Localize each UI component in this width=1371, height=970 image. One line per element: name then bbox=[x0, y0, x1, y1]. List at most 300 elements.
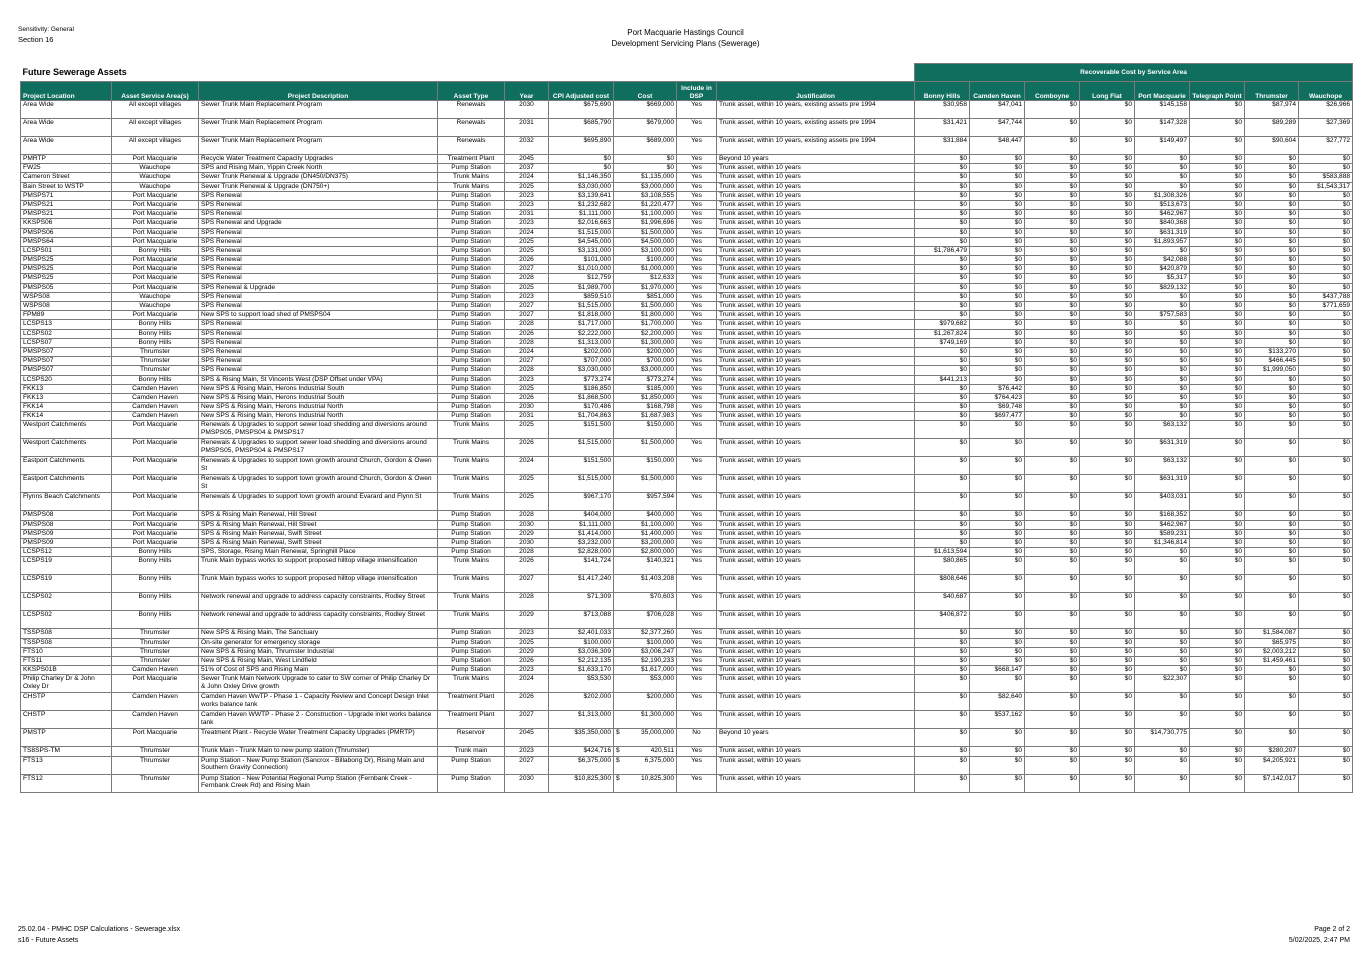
project-location-cell: Eastport Catchments bbox=[21, 457, 112, 475]
telegraph-point-cost-cell: $0 bbox=[1190, 457, 1245, 475]
comboyne-cost-cell: $0 bbox=[1025, 265, 1080, 274]
long-flat-cost-cell: $0 bbox=[1080, 539, 1135, 548]
project-description-cell: SPS Renewal bbox=[199, 292, 438, 301]
thrumster-cost-cell: $0 bbox=[1245, 511, 1299, 520]
long-flat-cost-cell: $0 bbox=[1080, 548, 1135, 557]
table-row bbox=[21, 475, 1353, 493]
service-area-cell: Camden Haven bbox=[112, 666, 199, 675]
port-macquarie-cost-cell: $0 bbox=[1135, 611, 1190, 629]
thrumster-cost-cell: $0 bbox=[1245, 457, 1299, 475]
cost-value: $706,028 bbox=[646, 611, 674, 619]
cpi-adjusted-cost-cell: $2,212,135 bbox=[549, 656, 614, 665]
comboyne-cost-cell: $0 bbox=[1025, 119, 1080, 137]
comboyne-cost-cell: $0 bbox=[1025, 593, 1080, 611]
wauchope-cost-cell: $0 bbox=[1299, 375, 1353, 384]
project-description-cell: Sewer Trunk Renewal & Upgrade (DN450/DN375) bbox=[199, 173, 438, 182]
cost-value: $140,321 bbox=[646, 557, 674, 565]
table-row bbox=[21, 529, 1353, 538]
cpi-adjusted-cost-cell: $1,146,350 bbox=[549, 173, 614, 182]
table-row bbox=[21, 292, 1353, 301]
service-area-cell: Bonny Hills bbox=[112, 611, 199, 629]
cost-value: $12,633 bbox=[650, 274, 674, 282]
cost-cell bbox=[614, 647, 677, 656]
year-cell: 2028 bbox=[505, 274, 549, 283]
cost-value: $1,500,000 bbox=[640, 228, 674, 236]
cpi-adjusted-cost-cell: $0 bbox=[549, 164, 614, 173]
thrumster-cost-cell: $0 bbox=[1245, 274, 1299, 283]
cost-value: $168,798 bbox=[646, 403, 674, 411]
project-description-cell: Sewer Trunk Main Replacement Program bbox=[199, 119, 438, 137]
long-flat-cost-cell: $0 bbox=[1080, 210, 1135, 219]
camden-haven-cost-cell: $764,423 bbox=[970, 393, 1025, 402]
project-location-cell: PMSPS07 bbox=[21, 366, 112, 375]
thrumster-cost-cell: $90,604 bbox=[1245, 137, 1299, 155]
wauchope-cost-cell: $0 bbox=[1299, 155, 1353, 164]
council-name: Port Macquarie Hastings Council bbox=[627, 28, 744, 37]
camden-haven-cost-cell: $0 bbox=[970, 557, 1025, 575]
wauchope-cost-cell: $0 bbox=[1299, 164, 1353, 173]
port-macquarie-cost-cell: $0 bbox=[1135, 593, 1190, 611]
project-description-cell: Trunk Main - Trunk Main to new pump station (Thrumster) bbox=[199, 747, 438, 756]
table-row bbox=[21, 237, 1353, 246]
long-flat-cost-cell: $0 bbox=[1080, 320, 1135, 329]
long-flat-cost-cell: $0 bbox=[1080, 475, 1135, 493]
service-area-cell: Thrumster bbox=[112, 366, 199, 375]
camden-haven-cost-cell: $0 bbox=[970, 347, 1025, 356]
sheet-tab-name: s16 - Future Assets bbox=[18, 937, 79, 944]
col-project-location-header: Project Location bbox=[21, 82, 112, 101]
service-area-cell: Port Macquarie bbox=[112, 219, 199, 228]
project-location-cell: LCSPS02 bbox=[21, 611, 112, 629]
port-macquarie-cost-cell: $0 bbox=[1135, 302, 1190, 311]
wauchope-cost-cell: $27,369 bbox=[1299, 119, 1353, 137]
year-cell: 2025 bbox=[505, 283, 549, 292]
page-number: Page 2 of 2 bbox=[1314, 926, 1350, 933]
camden-haven-cost-cell: $0 bbox=[970, 329, 1025, 338]
camden-haven-cost-cell: $0 bbox=[970, 529, 1025, 538]
camden-haven-cost-cell: $0 bbox=[970, 575, 1025, 593]
project-location-cell: TSSPS08 bbox=[21, 629, 112, 638]
justification-cell: Trunk asset, within 10 years bbox=[717, 403, 915, 412]
project-description-cell: Trunk Main bypass works to support proposed hilltop village intensification bbox=[199, 557, 438, 575]
project-location-cell: TS8SPS-TM bbox=[21, 747, 112, 756]
include-in-dsp-cell: Yes bbox=[677, 638, 717, 647]
bonny-hills-cost-cell: $0 bbox=[915, 756, 970, 774]
telegraph-point-cost-cell: $0 bbox=[1190, 164, 1245, 173]
col-port-macquarie-header: Port Macquarie bbox=[1135, 82, 1190, 101]
thrumster-cost-cell: $1,584,087 bbox=[1245, 629, 1299, 638]
project-location-cell: PMSTP bbox=[21, 729, 112, 747]
camden-haven-cost-cell: $0 bbox=[970, 638, 1025, 647]
project-description-cell: On-site generator for emergency storage bbox=[199, 638, 438, 647]
camden-haven-cost-cell: $0 bbox=[970, 265, 1025, 274]
port-macquarie-cost-cell: $0 bbox=[1135, 320, 1190, 329]
telegraph-point-cost-cell: $0 bbox=[1190, 246, 1245, 255]
project-description-cell: 51% of Cost of SPS and Rising Main bbox=[199, 666, 438, 675]
include-in-dsp-cell: Yes bbox=[677, 191, 717, 200]
col-asset-service-area-header: Asset Service Area(s) bbox=[112, 82, 199, 101]
cpi-adjusted-cost-cell: $1,232,682 bbox=[549, 200, 614, 209]
service-area-cell: Port Macquarie bbox=[112, 191, 199, 200]
port-macquarie-cost-cell: $0 bbox=[1135, 164, 1190, 173]
camden-haven-cost-cell: $0 bbox=[970, 191, 1025, 200]
port-macquarie-cost-cell: $0 bbox=[1135, 629, 1190, 638]
long-flat-cost-cell: $0 bbox=[1080, 412, 1135, 421]
table-row bbox=[21, 666, 1353, 675]
telegraph-point-cost-cell: $0 bbox=[1190, 711, 1245, 729]
port-macquarie-cost-cell: $0 bbox=[1135, 666, 1190, 675]
year-cell: 2026 bbox=[505, 693, 549, 711]
wauchope-cost-cell: $0 bbox=[1299, 403, 1353, 412]
long-flat-cost-cell: $0 bbox=[1080, 756, 1135, 774]
bonny-hills-cost-cell: $0 bbox=[915, 457, 970, 475]
asset-type-cell: Pump Station bbox=[438, 357, 505, 366]
long-flat-cost-cell: $0 bbox=[1080, 593, 1135, 611]
cpi-adjusted-cost-cell: $1,313,000 bbox=[549, 711, 614, 729]
wauchope-cost-cell: $0 bbox=[1299, 529, 1353, 538]
asset-type-cell: Pump Station bbox=[438, 164, 505, 173]
year-cell: 2025 bbox=[505, 493, 549, 511]
asset-type-cell: Treatment Plant bbox=[438, 711, 505, 729]
camden-haven-cost-cell: $0 bbox=[970, 647, 1025, 656]
project-location-cell: Westport Catchments bbox=[21, 421, 112, 439]
currency-symbol: $ bbox=[616, 756, 620, 764]
cpi-adjusted-cost-cell: $100,000 bbox=[549, 638, 614, 647]
asset-type-cell: Pump Station bbox=[438, 393, 505, 402]
year-cell: 2037 bbox=[505, 164, 549, 173]
telegraph-point-cost-cell: $0 bbox=[1190, 320, 1245, 329]
camden-haven-cost-cell: $76,442 bbox=[970, 384, 1025, 393]
service-area-cell: Port Macquarie bbox=[112, 210, 199, 219]
year-cell: 2026 bbox=[505, 256, 549, 265]
col-bonny-hills-header: Bonny Hills bbox=[915, 82, 970, 101]
year-cell: 2025 bbox=[505, 421, 549, 439]
include-in-dsp-cell: Yes bbox=[677, 666, 717, 675]
include-in-dsp-cell: Yes bbox=[677, 575, 717, 593]
comboyne-cost-cell: $0 bbox=[1025, 246, 1080, 255]
cost-value: $3,200,000 bbox=[640, 539, 674, 546]
camden-haven-cost-cell: $0 bbox=[970, 457, 1025, 475]
include-in-dsp-cell: Yes bbox=[677, 155, 717, 164]
cost-cell bbox=[614, 575, 677, 593]
col-thrumster-header: Thrumster bbox=[1245, 82, 1299, 101]
cost-cell bbox=[614, 210, 677, 219]
comboyne-cost-cell: $0 bbox=[1025, 457, 1080, 475]
bonny-hills-cost-cell: $80,865 bbox=[915, 557, 970, 575]
camden-haven-cost-cell: $0 bbox=[970, 292, 1025, 301]
justification-cell: Trunk asset, within 10 years bbox=[717, 647, 915, 656]
cost-value: $1,850,000 bbox=[640, 393, 674, 401]
thrumster-cost-cell: $0 bbox=[1245, 256, 1299, 265]
cost-cell bbox=[614, 265, 677, 274]
cpi-adjusted-cost-cell: $202,000 bbox=[549, 693, 614, 711]
asset-type-cell: Pump Station bbox=[438, 200, 505, 209]
project-location-cell: PMSPS07 bbox=[21, 357, 112, 366]
bonny-hills-cost-cell: $0 bbox=[915, 421, 970, 439]
include-in-dsp-cell: Yes bbox=[677, 593, 717, 611]
service-area-cell: Port Macquarie bbox=[112, 529, 199, 538]
table-body bbox=[21, 101, 1353, 793]
port-macquarie-cost-cell: $589,231 bbox=[1135, 529, 1190, 538]
telegraph-point-cost-cell: $0 bbox=[1190, 511, 1245, 520]
cost-cell bbox=[614, 320, 677, 329]
cost-cell bbox=[614, 747, 677, 756]
cpi-adjusted-cost-cell: $1,515,000 bbox=[549, 439, 614, 457]
include-in-dsp-cell: Yes bbox=[677, 647, 717, 656]
cost-value: $3,000,000 bbox=[640, 366, 674, 374]
cost-cell bbox=[614, 412, 677, 421]
port-macquarie-cost-cell: $0 bbox=[1135, 292, 1190, 301]
thrumster-cost-cell: $0 bbox=[1245, 292, 1299, 301]
service-area-cell: Thrumster bbox=[112, 629, 199, 638]
bonny-hills-cost-cell: $0 bbox=[915, 511, 970, 520]
thrumster-cost-cell: $0 bbox=[1245, 493, 1299, 511]
justification-cell: Trunk asset, within 10 years bbox=[717, 393, 915, 402]
cost-value: $1,800,000 bbox=[640, 311, 674, 319]
cpi-adjusted-cost-cell: $695,890 bbox=[549, 137, 614, 155]
cost-value: $1,700,000 bbox=[640, 320, 674, 328]
asset-type-cell: Trunk Mains bbox=[438, 575, 505, 593]
port-macquarie-cost-cell: $0 bbox=[1135, 412, 1190, 421]
cost-cell bbox=[614, 119, 677, 137]
telegraph-point-cost-cell: $0 bbox=[1190, 693, 1245, 711]
comboyne-cost-cell: $0 bbox=[1025, 493, 1080, 511]
telegraph-point-cost-cell: $0 bbox=[1190, 191, 1245, 200]
service-area-cell: Port Macquarie bbox=[112, 493, 199, 511]
bonny-hills-cost-cell: $0 bbox=[915, 729, 970, 747]
thrumster-cost-cell: $0 bbox=[1245, 173, 1299, 182]
cpi-adjusted-cost-cell: $10,825,300 bbox=[549, 774, 614, 792]
asset-type-cell: Pump Station bbox=[438, 265, 505, 274]
service-area-cell: Port Macquarie bbox=[112, 421, 199, 439]
thrumster-cost-cell: $0 bbox=[1245, 237, 1299, 246]
project-description-cell: SPS Renewal bbox=[199, 274, 438, 283]
asset-type-cell: Pump Station bbox=[438, 520, 505, 529]
justification-cell: Trunk asset, within 10 years bbox=[717, 675, 915, 693]
asset-type-cell: Trunk Mains bbox=[438, 611, 505, 629]
cost-cell bbox=[614, 164, 677, 173]
include-in-dsp-cell: Yes bbox=[677, 421, 717, 439]
wauchope-cost-cell: $0 bbox=[1299, 756, 1353, 774]
bonny-hills-cost-cell: $0 bbox=[915, 439, 970, 457]
cpi-adjusted-cost-cell: $141,724 bbox=[549, 557, 614, 575]
camden-haven-cost-cell: $0 bbox=[970, 366, 1025, 375]
cost-cell bbox=[614, 274, 677, 283]
table-row bbox=[21, 119, 1353, 137]
thrumster-cost-cell: $1,459,461 bbox=[1245, 656, 1299, 665]
asset-type-cell: Pump Station bbox=[438, 329, 505, 338]
project-location-cell: WSPS08 bbox=[21, 292, 112, 301]
table-row bbox=[21, 338, 1353, 347]
thrumster-cost-cell: $0 bbox=[1245, 375, 1299, 384]
camden-haven-cost-cell: $0 bbox=[970, 357, 1025, 366]
year-cell: 2027 bbox=[505, 711, 549, 729]
camden-haven-cost-cell: $0 bbox=[970, 756, 1025, 774]
asset-type-cell: Pump Station bbox=[438, 256, 505, 265]
table-row bbox=[21, 210, 1353, 219]
table-row bbox=[21, 421, 1353, 439]
thrumster-cost-cell: $0 bbox=[1245, 439, 1299, 457]
justification-cell: Trunk asset, within 10 years bbox=[717, 246, 915, 255]
project-description-cell: Pump Station - New Potential Regional Pump Station (Fernbank Creek - Fernbank Creek Rd) and Rising Main bbox=[199, 774, 438, 792]
port-macquarie-cost-cell: $0 bbox=[1135, 403, 1190, 412]
cost-cell bbox=[614, 191, 677, 200]
cost-value: $1,220,477 bbox=[640, 200, 674, 208]
service-area-cell: Thrumster bbox=[112, 656, 199, 665]
service-area-cell: Camden Haven bbox=[112, 412, 199, 421]
project-description-cell: SPS Renewal bbox=[199, 329, 438, 338]
long-flat-cost-cell: $0 bbox=[1080, 393, 1135, 402]
service-area-cell: Wauchope bbox=[112, 182, 199, 191]
thrumster-cost-cell: $0 bbox=[1245, 548, 1299, 557]
bonny-hills-cost-cell: $0 bbox=[915, 520, 970, 529]
project-location-cell: WSPS08 bbox=[21, 302, 112, 311]
justification-cell: Trunk asset, within 10 years bbox=[717, 375, 915, 384]
project-description-cell: SPS Renewal bbox=[199, 210, 438, 219]
bonny-hills-cost-cell: $0 bbox=[915, 475, 970, 493]
year-cell: 2024 bbox=[505, 173, 549, 182]
cost-value: $400,000 bbox=[646, 511, 674, 519]
cpi-adjusted-cost-cell: $404,000 bbox=[549, 511, 614, 520]
justification-cell: Trunk asset, within 10 years bbox=[717, 421, 915, 439]
long-flat-cost-cell: $0 bbox=[1080, 375, 1135, 384]
cost-value: $53,000 bbox=[650, 675, 674, 683]
include-in-dsp-cell: Yes bbox=[677, 539, 717, 548]
telegraph-point-cost-cell: $0 bbox=[1190, 493, 1245, 511]
wauchope-cost-cell: $0 bbox=[1299, 539, 1353, 548]
include-in-dsp-cell: Yes bbox=[677, 403, 717, 412]
year-cell: 2025 bbox=[505, 638, 549, 647]
telegraph-point-cost-cell: $0 bbox=[1190, 256, 1245, 265]
year-cell: 2027 bbox=[505, 311, 549, 320]
cost-cell bbox=[614, 693, 677, 711]
project-location-cell: Area Wide bbox=[21, 137, 112, 155]
port-macquarie-cost-cell: $63,132 bbox=[1135, 457, 1190, 475]
comboyne-cost-cell: $0 bbox=[1025, 375, 1080, 384]
table-row bbox=[21, 647, 1353, 656]
year-cell: 2027 bbox=[505, 265, 549, 274]
port-macquarie-cost-cell: $0 bbox=[1135, 375, 1190, 384]
year-cell: 2024 bbox=[505, 675, 549, 693]
asset-type-cell: Pump Station bbox=[438, 511, 505, 520]
telegraph-point-cost-cell: $0 bbox=[1190, 539, 1245, 548]
year-cell: 2025 bbox=[505, 237, 549, 246]
port-macquarie-cost-cell: $145,158 bbox=[1135, 101, 1190, 119]
thrumster-cost-cell: $0 bbox=[1245, 593, 1299, 611]
justification-cell: Trunk asset, within 10 years bbox=[717, 191, 915, 200]
long-flat-cost-cell: $0 bbox=[1080, 520, 1135, 529]
cpi-adjusted-cost-cell: $967,170 bbox=[549, 493, 614, 511]
service-area-cell: Camden Haven bbox=[112, 384, 199, 393]
project-description-cell: SPS Renewal bbox=[199, 237, 438, 246]
long-flat-cost-cell: $0 bbox=[1080, 228, 1135, 237]
year-cell: 2026 bbox=[505, 439, 549, 457]
camden-haven-cost-cell: $47,041 bbox=[970, 101, 1025, 119]
long-flat-cost-cell: $0 bbox=[1080, 747, 1135, 756]
comboyne-cost-cell: $0 bbox=[1025, 164, 1080, 173]
long-flat-cost-cell: $0 bbox=[1080, 493, 1135, 511]
col-comboyne-header: Comboyne bbox=[1025, 82, 1080, 101]
year-cell: 2023 bbox=[505, 219, 549, 228]
year-cell: 2028 bbox=[505, 511, 549, 520]
telegraph-point-cost-cell: $0 bbox=[1190, 629, 1245, 638]
project-description-cell: Trunk Main bypass works to support proposed hilltop village intensification bbox=[199, 575, 438, 593]
table-row bbox=[21, 329, 1353, 338]
cpi-adjusted-cost-cell: $713,088 bbox=[549, 611, 614, 629]
include-in-dsp-cell: Yes bbox=[677, 475, 717, 493]
camden-haven-cost-cell: $0 bbox=[970, 548, 1025, 557]
telegraph-point-cost-cell: $0 bbox=[1190, 529, 1245, 538]
camden-haven-cost-cell: $0 bbox=[970, 629, 1025, 638]
comboyne-cost-cell: $0 bbox=[1025, 283, 1080, 292]
comboyne-cost-cell: $0 bbox=[1025, 292, 1080, 301]
include-in-dsp-cell: Yes bbox=[677, 228, 717, 237]
cost-cell bbox=[614, 200, 677, 209]
project-location-cell: PMSPS08 bbox=[21, 520, 112, 529]
col-long-flat-header: Long Flat bbox=[1080, 82, 1135, 101]
port-macquarie-cost-cell: $0 bbox=[1135, 357, 1190, 366]
justification-cell: Trunk asset, within 10 years bbox=[717, 283, 915, 292]
project-location-cell: PMSPS09 bbox=[21, 539, 112, 548]
cpi-adjusted-cost-cell: $3,131,000 bbox=[549, 246, 614, 255]
telegraph-point-cost-cell: $0 bbox=[1190, 593, 1245, 611]
wauchope-cost-cell: $437,788 bbox=[1299, 292, 1353, 301]
include-in-dsp-cell: Yes bbox=[677, 756, 717, 774]
project-location-cell: FTS13 bbox=[21, 756, 112, 774]
asset-type-cell: Reservoir bbox=[438, 729, 505, 747]
include-in-dsp-cell: Yes bbox=[677, 529, 717, 538]
thrumster-cost-cell: $0 bbox=[1245, 265, 1299, 274]
bonny-hills-cost-cell: $0 bbox=[915, 384, 970, 393]
long-flat-cost-cell: $0 bbox=[1080, 191, 1135, 200]
comboyne-cost-cell: $0 bbox=[1025, 774, 1080, 792]
cpi-adjusted-cost-cell: $2,401,033 bbox=[549, 629, 614, 638]
recoverable-cost-header: Recoverable Cost by Service Area bbox=[915, 64, 1353, 82]
long-flat-cost-cell: $0 bbox=[1080, 283, 1135, 292]
justification-cell: Trunk asset, within 10 years bbox=[717, 357, 915, 366]
bonny-hills-cost-cell: $406,872 bbox=[915, 611, 970, 629]
thrumster-cost-cell: $0 bbox=[1245, 693, 1299, 711]
include-in-dsp-cell: Yes bbox=[677, 320, 717, 329]
camden-haven-cost-cell: $0 bbox=[970, 302, 1025, 311]
thrumster-cost-cell: $87,974 bbox=[1245, 101, 1299, 119]
comboyne-cost-cell: $0 bbox=[1025, 629, 1080, 638]
wauchope-cost-cell: $0 bbox=[1299, 357, 1353, 366]
wauchope-cost-cell: $0 bbox=[1299, 256, 1353, 265]
port-macquarie-cost-cell: $631,319 bbox=[1135, 475, 1190, 493]
telegraph-point-cost-cell: $0 bbox=[1190, 675, 1245, 693]
justification-cell: Trunk asset, within 10 years bbox=[717, 347, 915, 356]
include-in-dsp-cell: Yes bbox=[677, 311, 717, 320]
project-location-cell: Bain Street to WSTP bbox=[21, 182, 112, 191]
cost-cell bbox=[614, 756, 677, 774]
project-description-cell: SPS & Rising Main Renewal, Swift Street bbox=[199, 529, 438, 538]
comboyne-cost-cell: $0 bbox=[1025, 747, 1080, 756]
thrumster-cost-cell: $0 bbox=[1245, 421, 1299, 439]
project-location-cell: LCSPS02 bbox=[21, 593, 112, 611]
camden-haven-cost-cell: $0 bbox=[970, 539, 1025, 548]
include-in-dsp-cell: Yes bbox=[677, 329, 717, 338]
cpi-adjusted-cost-cell: $0 bbox=[549, 155, 614, 164]
project-description-cell: New SPS to support load shed of PMSPS04 bbox=[199, 311, 438, 320]
project-location-cell: PMSPS25 bbox=[21, 256, 112, 265]
include-in-dsp-cell: Yes bbox=[677, 357, 717, 366]
telegraph-point-cost-cell: $0 bbox=[1190, 412, 1245, 421]
comboyne-cost-cell: $0 bbox=[1025, 338, 1080, 347]
include-in-dsp-cell: Yes bbox=[677, 210, 717, 219]
currency-symbol: $ bbox=[616, 774, 620, 782]
justification-cell: Trunk asset, within 10 years bbox=[717, 593, 915, 611]
